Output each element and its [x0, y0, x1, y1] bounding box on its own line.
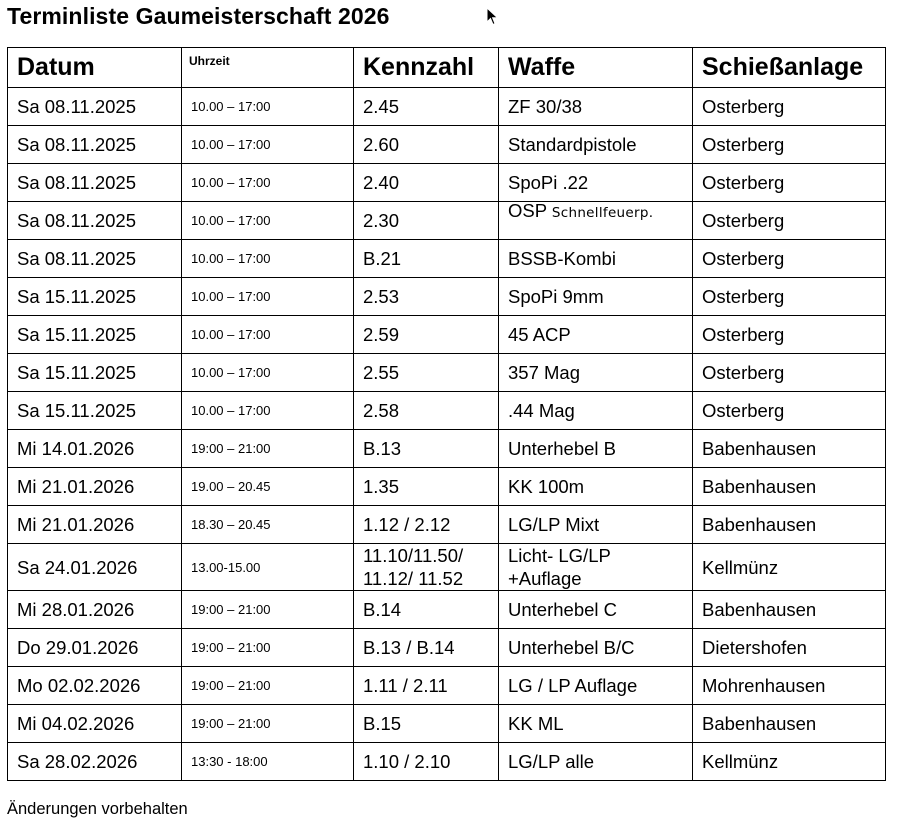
- cell-schiessanlage: Osterberg: [693, 240, 886, 278]
- cell-kennzahl: 1.35: [354, 468, 499, 506]
- waffe-schnellfeuer: Schnellfeuerp.: [551, 204, 654, 221]
- table-row: [8, 240, 886, 278]
- cell-schiessanlage: Osterberg: [693, 316, 886, 354]
- cell-kennzahl: 2.45: [354, 88, 499, 126]
- kennzahl-line-2: 11.12/ 11.52: [363, 568, 464, 589]
- cell-datum: Sa 28.02.2026: [8, 743, 182, 781]
- cell-datum: Mi 14.01.2026: [8, 430, 182, 468]
- cell-uhrzeit: 10.00 – 17:00: [182, 392, 354, 430]
- cell-waffe: Unterhebel B/C: [499, 629, 693, 667]
- cell-uhrzeit: 13:30 - 18:00: [182, 743, 354, 781]
- header-uhrzeit: Uhrzeit: [182, 48, 354, 88]
- cell-waffe: KK ML: [499, 705, 693, 743]
- cell-datum: Mi 04.02.2026: [8, 705, 182, 743]
- cell-schiessanlage: Kellmünz: [693, 743, 886, 781]
- cell-uhrzeit: 19:00 – 21:00: [182, 591, 354, 629]
- waffe-line-1: Licht- LG/LP: [508, 545, 611, 566]
- waffe-line-2: +Auflage: [508, 568, 582, 589]
- cell-schiessanlage: Dietershofen: [693, 629, 886, 667]
- cell-uhrzeit: 19:00 – 21:00: [182, 667, 354, 705]
- cell-waffe: 357 Mag: [499, 354, 693, 392]
- cell-waffe: SpoPi .22: [499, 164, 693, 202]
- waffe-osp: OSP: [508, 199, 547, 221]
- cell-uhrzeit: 10.00 – 17:00: [182, 202, 354, 240]
- cell-uhrzeit: 13.00-15.00: [182, 544, 354, 591]
- cell-waffe: KK 100m: [499, 468, 693, 506]
- cell-kennzahl: 1.12 / 2.12: [354, 506, 499, 544]
- table-row: [8, 667, 886, 705]
- footer-note: Änderungen vorbehalten: [7, 800, 188, 818]
- cell-kennzahl: 2.60: [354, 126, 499, 164]
- cell-datum: Sa 08.11.2025: [8, 126, 182, 164]
- cell-uhrzeit: 10.00 – 17:00: [182, 278, 354, 316]
- cell-schiessanlage: Osterberg: [693, 392, 886, 430]
- cell-schiessanlage: Babenhausen: [693, 506, 886, 544]
- cell-schiessanlage: Babenhausen: [693, 705, 886, 743]
- kennzahl-line-1: 11.10/11.50/: [363, 545, 464, 566]
- cell-waffe: LG/LP Mixt: [499, 506, 693, 544]
- cell-datum: Sa 15.11.2025: [8, 392, 182, 430]
- cell-kennzahl: 2.53: [354, 278, 499, 316]
- table-row: [8, 278, 886, 316]
- cell-datum: Sa 15.11.2025: [8, 278, 182, 316]
- table-row: [8, 202, 886, 240]
- cell-kennzahl: 2.55: [354, 354, 499, 392]
- cell-datum: Sa 08.11.2025: [8, 164, 182, 202]
- cell-datum: Mo 02.02.2026: [8, 667, 182, 705]
- cell-datum: Sa 24.01.2026: [8, 544, 182, 591]
- table-row: [8, 392, 886, 430]
- cell-kennzahl: B.14: [354, 591, 499, 629]
- cell-kennzahl: 1.10 / 2.10: [354, 743, 499, 781]
- cell-kennzahl: 2.40: [354, 164, 499, 202]
- table-row: [8, 629, 886, 667]
- cell-waffe: Standardpistole: [499, 126, 693, 164]
- waffe-osp-wrap: [508, 200, 653, 222]
- cell-waffe: SpoPi 9mm: [499, 278, 693, 316]
- table-row: [8, 430, 886, 468]
- cell-kennzahl: 2.30: [354, 202, 499, 240]
- cell-uhrzeit: 10.00 – 17:00: [182, 126, 354, 164]
- cell-uhrzeit: 19:00 – 21:00: [182, 430, 354, 468]
- cell-kennzahl: 2.59: [354, 316, 499, 354]
- header-waffe: Waffe: [499, 48, 693, 88]
- cell-schiessanlage: Osterberg: [693, 164, 886, 202]
- cell-waffe: LG/LP alle: [499, 743, 693, 781]
- table-row: [8, 126, 886, 164]
- cell-kennzahl: B.13: [354, 430, 499, 468]
- cell-schiessanlage: Osterberg: [693, 354, 886, 392]
- termin-table: [7, 47, 886, 781]
- cell-kennzahl: B.21: [354, 240, 499, 278]
- cell-waffe: ZF 30/38: [499, 88, 693, 126]
- table-row: [8, 468, 886, 506]
- cell-datum: Sa 08.11.2025: [8, 240, 182, 278]
- cell-schiessanlage: Babenhausen: [693, 430, 886, 468]
- cell-waffe: Unterhebel B: [499, 430, 693, 468]
- cell-uhrzeit: 18.30 – 20.45: [182, 506, 354, 544]
- cell-datum: Sa 08.11.2025: [8, 202, 182, 240]
- cell-schiessanlage: Osterberg: [693, 202, 886, 240]
- table-row: [8, 591, 886, 629]
- cell-schiessanlage: Babenhausen: [693, 591, 886, 629]
- page-title: Terminliste Gaumeisterschaft 2026: [7, 3, 390, 29]
- cell-uhrzeit: 10.00 – 17:00: [182, 88, 354, 126]
- table-row: [8, 316, 886, 354]
- cell-uhrzeit: 19.00 – 20.45: [182, 468, 354, 506]
- table-row: [8, 544, 886, 591]
- cell-waffe: 45 ACP: [499, 316, 693, 354]
- header-datum: Datum: [8, 48, 182, 88]
- cell-uhrzeit: 10.00 – 17:00: [182, 316, 354, 354]
- cell-schiessanlage: Osterberg: [693, 126, 886, 164]
- cell-datum: Sa 15.11.2025: [8, 316, 182, 354]
- table-row: [8, 164, 886, 202]
- table-row: [8, 743, 886, 781]
- cell-uhrzeit: 10.00 – 17:00: [182, 164, 354, 202]
- cell-uhrzeit: 10.00 – 17:00: [182, 240, 354, 278]
- cell-datum: Do 29.01.2026: [8, 629, 182, 667]
- cell-datum: Sa 15.11.2025: [8, 354, 182, 392]
- cell-schiessanlage: Mohrenhausen: [693, 667, 886, 705]
- cell-kennzahl: [354, 544, 499, 591]
- table-row: [8, 705, 886, 743]
- table-row: [8, 88, 886, 126]
- cell-uhrzeit: 10.00 – 17:00: [182, 354, 354, 392]
- cell-waffe: BSSB-Kombi: [499, 240, 693, 278]
- table-row: [8, 354, 886, 392]
- table-header-row: [8, 48, 886, 88]
- cell-waffe: Unterhebel C: [499, 591, 693, 629]
- cell-waffe: [499, 544, 693, 591]
- cell-waffe: [499, 199, 693, 240]
- cell-waffe: .44 Mag: [499, 392, 693, 430]
- cell-waffe: LG / LP Auflage: [499, 667, 693, 705]
- cell-datum: Sa 08.11.2025: [8, 88, 182, 126]
- cell-datum: Mi 28.01.2026: [8, 591, 182, 629]
- header-schiessanlage: Schießanlage: [693, 48, 886, 88]
- mouse-pointer-icon: [486, 7, 500, 27]
- cell-datum: Mi 21.01.2026: [8, 468, 182, 506]
- header-kennzahl: Kennzahl: [354, 48, 499, 88]
- cell-schiessanlage: Osterberg: [693, 278, 886, 316]
- cell-kennzahl: 1.11 / 2.11: [354, 667, 499, 705]
- cell-uhrzeit: 19:00 – 21:00: [182, 629, 354, 667]
- cell-uhrzeit: 19:00 – 21:00: [182, 705, 354, 743]
- table-row: [8, 506, 886, 544]
- cell-datum: Mi 21.01.2026: [8, 506, 182, 544]
- cell-kennzahl: B.15: [354, 705, 499, 743]
- cell-kennzahl: 2.58: [354, 392, 499, 430]
- cell-schiessanlage: Osterberg: [693, 88, 886, 126]
- cell-schiessanlage: Babenhausen: [693, 468, 886, 506]
- cell-schiessanlage: Kellmünz: [693, 544, 886, 591]
- cell-kennzahl: B.13 / B.14: [354, 629, 499, 667]
